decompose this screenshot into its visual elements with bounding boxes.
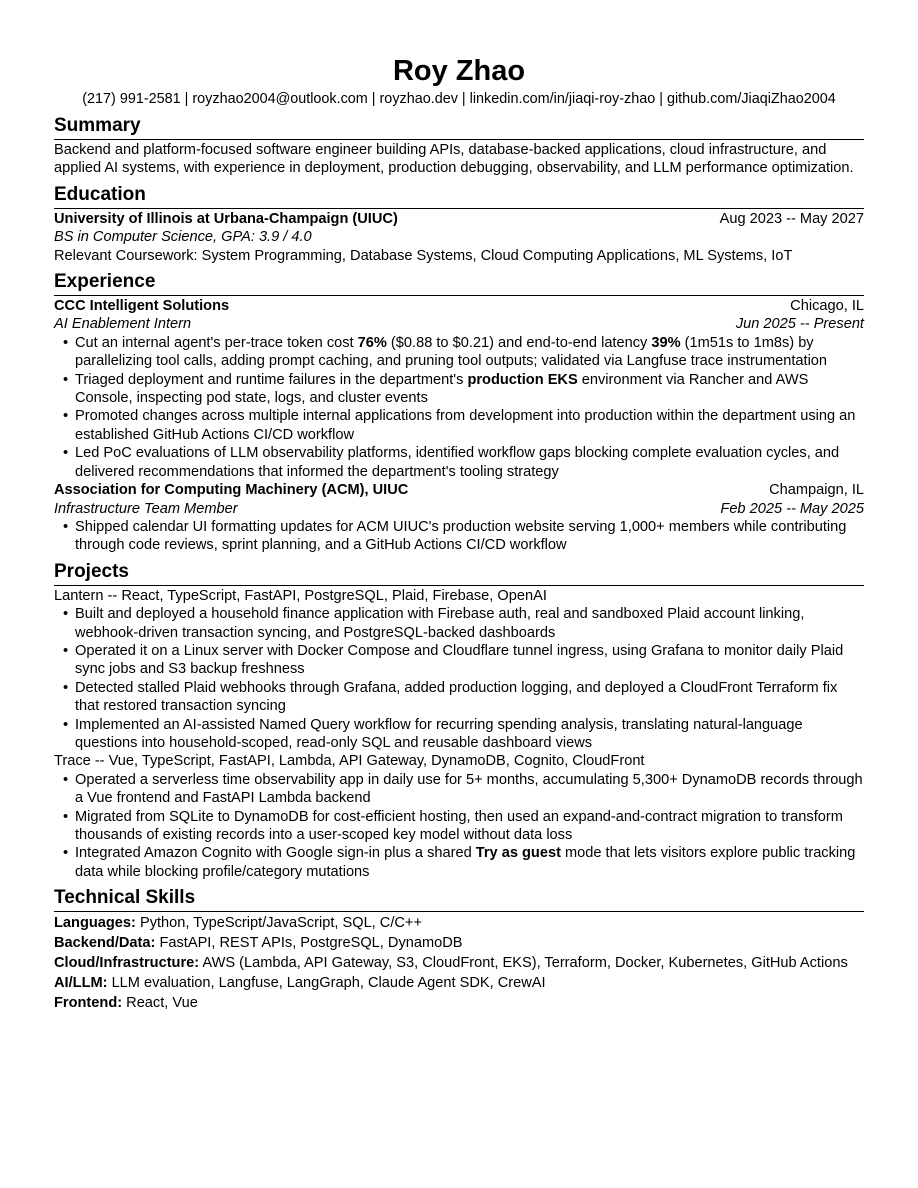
bullet-item [54, 407, 864, 444]
bullet-text: mode that lets visitors explore public tracking data while blocking profile/category mutations [75, 845, 856, 880]
bullet-item [54, 371, 864, 408]
job-role-row [54, 500, 864, 518]
education-dates: Aug 2023 -- May 2027 [719, 210, 864, 227]
job-role-row [54, 315, 864, 333]
bullet-text: ($0.88 to $0.21) and end-to-end latency [386, 334, 652, 351]
project-heading: Lantern -- React, TypeScript, FastAPI, PostgreSQL, Plaid, Firebase, OpenAI [54, 587, 547, 604]
skill-value: LLM evaluation, Langfuse, LangGraph, Claude Agent SDK, CrewAI [111, 975, 546, 992]
resume-content [54, 114, 864, 1018]
skill-line [54, 973, 864, 993]
bullet-item [54, 334, 864, 371]
project-heading: Trace -- Vue, TypeScript, FastAPI, Lambda, API Gateway, DynamoDB, Cognito, CloudFront [54, 753, 645, 770]
contact-line: (217) 991-2581 | royzhao2004@outlook.com | royzhao.dev | linkedin.com/in/jiaqi-roy-zhao | github.com/JiaqiZhao2004 [82, 91, 836, 107]
bullet-list [54, 605, 864, 752]
skill-value: AWS (Lambda, API Gateway, S3, CloudFront, EKS), Terraform, Docker, Kubernetes, GitHub Actions [202, 955, 848, 972]
job-entry [54, 297, 864, 481]
bullet-item [54, 771, 864, 808]
skill-label: Cloud/Infrastructure: [54, 955, 200, 972]
school-name: University of Illinois at Urbana-Champaign (UIUC) [54, 210, 398, 227]
degree: BS in Computer Science, GPA: 3.9 / 4.0 [54, 229, 312, 246]
education-section [54, 183, 864, 265]
bullet-item [54, 679, 864, 716]
section-title-education: Education [54, 183, 864, 209]
experience-list [54, 297, 864, 555]
education-header-row [54, 210, 864, 228]
bullet-emphasis: Try as guest [475, 845, 561, 862]
bullet-list [54, 771, 864, 881]
bullet-text: Operated a serverless time observability app in daily use for 5+ months, accumulating 5,300+ DynamoDB records through a Vue frontend and FastAPI Lambda backend [75, 771, 863, 807]
job-location: Chicago, IL [790, 298, 864, 315]
bullet-item [54, 444, 864, 481]
job-organization: CCC Intelligent Solutions [54, 298, 230, 315]
bullet-text: Integrated Amazon Cognito with Google sign-in plus a shared [75, 845, 476, 862]
job-header-row [54, 481, 864, 499]
bullet-emphasis: production EKS [467, 371, 578, 388]
job-location: Champaign, IL [769, 482, 864, 499]
experience-section [54, 270, 864, 555]
skill-line [54, 953, 864, 973]
bullet-text: Migrated from SQLite to DynamoDB for cost-efficient hosting, then used an expand-and-contract migration to transform thousands of existing records into a user-scoped key model without data loss [75, 808, 843, 843]
skills-section [54, 886, 864, 1013]
bullet-item [54, 716, 864, 753]
bullet-item [54, 605, 864, 642]
job-dates: Feb 2025 -- May 2025 [720, 500, 864, 517]
section-title-experience: Experience [54, 270, 864, 296]
bullet-item [54, 844, 864, 881]
bullet-text: environment via Rancher and AWS Console, inspecting pod state, logs, and cluster events [75, 371, 809, 407]
section-title-projects: Projects [54, 560, 864, 586]
bullet-list [54, 518, 864, 555]
skill-line [54, 993, 864, 1013]
bullet-list [54, 334, 864, 481]
section-title-skills: Technical Skills [54, 886, 864, 912]
bullet-emphasis: 76% [357, 334, 387, 351]
bullet-item [54, 808, 864, 845]
skill-value: FastAPI, REST APIs, PostgreSQL, DynamoDB [159, 935, 463, 952]
skill-value: Python, TypeScript/JavaScript, SQL, C/C++ [139, 915, 422, 932]
skill-label: AI/LLM: [54, 975, 108, 992]
job-entry [54, 481, 864, 555]
skill-label: Frontend: [54, 995, 123, 1012]
summary-section [54, 114, 864, 178]
bullet-text: Built and deployed a household finance application with Firebase auth, real and sandboxed Plaid account linking, webhook-driven transaction syncing, and PostgreSQL-backed dashboards [75, 606, 805, 641]
skills-list [54, 913, 864, 1013]
bullet-text: Operated it on a Linux server with Docker Compose and Cloudflare tunnel ingress, using Grafana to monitor daily Plaid sync jobs and S3 backup freshness [75, 642, 844, 678]
candidate-name: Roy Zhao [392, 55, 526, 87]
summary-text: Backend and platform-focused software engineer building APIs, database-backed applications, cloud infrastructure, and applied AI systems, with experience in deployment, production debugging, observability, and LLM performance optimization. [54, 142, 854, 177]
bullet-emphasis: 39% [651, 334, 681, 351]
bullet-item [54, 642, 864, 679]
coursework: Relevant Coursework: System Programming, Database Systems, Cloud Computing Applications, ML Systems, IoT [54, 247, 793, 264]
job-header-row [54, 297, 864, 315]
bullet-item [54, 518, 864, 555]
section-title-summary: Summary [54, 114, 864, 140]
bullet-text: Implemented an AI-assisted Named Query workflow for recurring spending analysis, translating natural-language questions into household-scoped, read-only SQL and reusable dashboard views [75, 716, 803, 751]
project-entry [54, 752, 864, 881]
skill-line [54, 913, 864, 933]
bullet-text: Detected stalled Plaid webhooks through Grafana, added production logging, and deployed a CloudFront Terraform fix that restored transaction syncing [75, 679, 838, 715]
skill-value: React, Vue [126, 995, 198, 1012]
bullet-text: (1m51s to 1m8s) by parallelizing tool calls, adding prompt caching, and pruning tool outputs; validated via Langfuse trace instrumentation [75, 334, 828, 370]
job-role: Infrastructure Team Member [54, 500, 238, 517]
projects-section [54, 560, 864, 882]
project-list [54, 587, 864, 882]
bullet-text: Promoted changes across multiple internal applications from development into production within the department using an established GitHub Actions CI/CD workflow [75, 408, 856, 443]
project-entry [54, 587, 864, 753]
bullet-text: Triaged deployment and runtime failures in the department's [75, 371, 468, 388]
skill-label: Languages: [54, 915, 136, 932]
skill-label: Backend/Data: [54, 935, 156, 952]
bullet-text: Cut an internal agent's per-trace token cost [75, 334, 358, 351]
job-organization: Association for Computing Machinery (ACM), UIUC [54, 482, 409, 499]
bullet-text: Shipped calendar UI formatting updates for ACM UIUC's production website serving 1,000+ members while contributing through code reviews, sprint planning, and a GitHub Actions CI/CD workflow [75, 518, 847, 554]
job-dates: Jun 2025 -- Present [735, 316, 864, 333]
skill-line [54, 933, 864, 953]
bullet-text: Led PoC evaluations of LLM observability platforms, identified workflow gaps blocking complete evaluation cycles, and delivered recommendations that informed the department's tooling strategy [75, 445, 840, 480]
job-role: AI Enablement Intern [54, 316, 192, 333]
